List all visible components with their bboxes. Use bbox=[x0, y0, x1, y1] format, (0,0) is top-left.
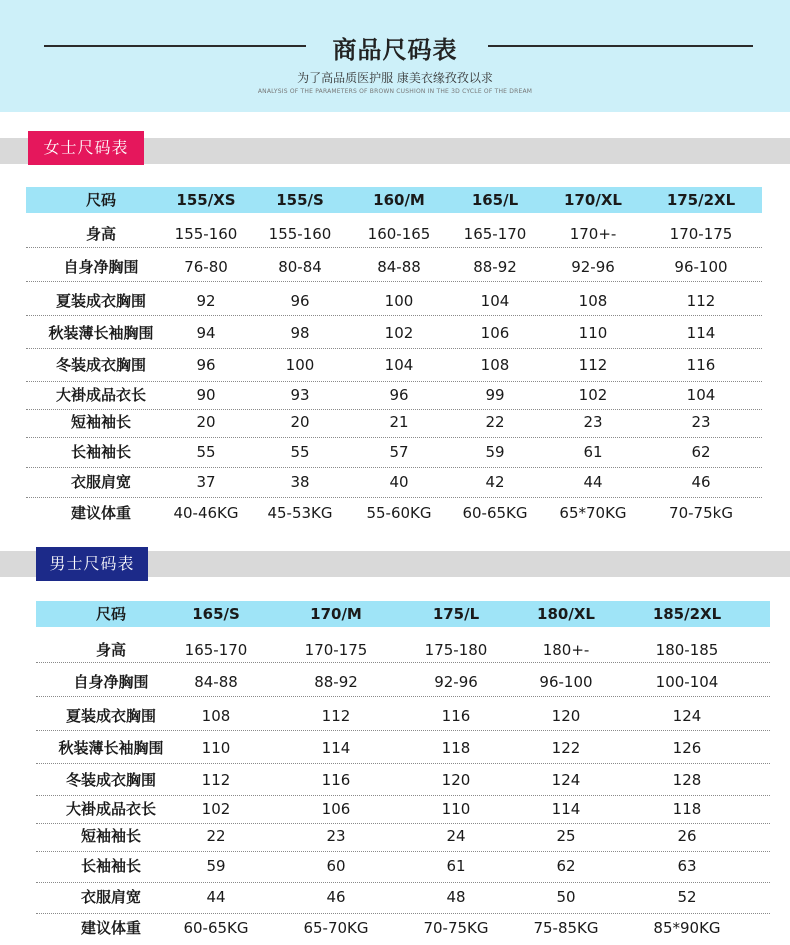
men-row-label: 建议体重 bbox=[80, 919, 141, 937]
men-cell: 75-85KG bbox=[533, 919, 599, 937]
women-cell: 60-65KG bbox=[462, 504, 528, 522]
women-cell: 44 bbox=[583, 473, 603, 491]
men-row-label: 夏装成衣胸围 bbox=[65, 707, 156, 725]
women-cell: 108 bbox=[578, 292, 608, 310]
women-cell: 99 bbox=[485, 386, 505, 404]
page-title: 商品尺码表 bbox=[332, 36, 458, 64]
women-row-divider bbox=[26, 381, 762, 382]
men-row-divider bbox=[36, 795, 770, 796]
women-cell: 92 bbox=[196, 292, 216, 310]
men-row-label: 身高 bbox=[95, 641, 126, 659]
men-row-divider bbox=[36, 730, 770, 731]
women-cell: 102 bbox=[578, 386, 608, 404]
men-cell: 110 bbox=[201, 739, 231, 757]
women-cell: 96 bbox=[290, 292, 310, 310]
men-cell: 100-104 bbox=[655, 673, 719, 691]
women-cell: 170-175 bbox=[669, 225, 733, 243]
men-cell: 96-100 bbox=[539, 673, 593, 691]
women-header-cell: 170/XL bbox=[564, 191, 622, 209]
men-cell: 52 bbox=[677, 888, 697, 906]
women-cell: 114 bbox=[686, 324, 716, 342]
women-cell: 62 bbox=[691, 443, 711, 461]
women-cell: 42 bbox=[485, 473, 505, 491]
women-cell: 155-160 bbox=[174, 225, 238, 243]
women-cell: 94 bbox=[196, 324, 216, 342]
women-row-divider bbox=[26, 409, 762, 410]
men-header-cell: 尺码 bbox=[95, 605, 126, 623]
men-cell: 85*90KG bbox=[653, 919, 721, 937]
men-row-divider bbox=[36, 913, 770, 914]
men-cell: 126 bbox=[672, 739, 702, 757]
men-cell: 116 bbox=[321, 771, 351, 789]
women-cell: 92-96 bbox=[571, 258, 615, 276]
men-row-divider bbox=[36, 851, 770, 852]
women-cell: 20 bbox=[196, 413, 216, 431]
men-cell: 60 bbox=[326, 857, 346, 875]
women-cell: 21 bbox=[389, 413, 409, 431]
men-row-divider bbox=[36, 662, 770, 663]
men-cell: 70-75KG bbox=[423, 919, 489, 937]
men-cell: 46 bbox=[326, 888, 346, 906]
women-cell: 100 bbox=[285, 356, 315, 374]
men-row-divider bbox=[36, 763, 770, 764]
women-cell: 20 bbox=[290, 413, 310, 431]
men-cell: 114 bbox=[321, 739, 351, 757]
men-row-divider bbox=[36, 882, 770, 883]
men-header-cell: 165/S bbox=[192, 605, 240, 623]
men-header-cell: 180/XL bbox=[537, 605, 595, 623]
women-cell: 96 bbox=[389, 386, 409, 404]
women-cell: 38 bbox=[290, 473, 310, 491]
men-cell: 128 bbox=[672, 771, 702, 789]
men-cell: 165-170 bbox=[184, 641, 248, 659]
women-cell: 104 bbox=[686, 386, 716, 404]
women-row-label: 自身净胸围 bbox=[63, 258, 139, 276]
men-cell: 63 bbox=[677, 857, 697, 875]
women-header-cell: 175/2XL bbox=[666, 191, 736, 209]
men-cell: 60-65KG bbox=[183, 919, 249, 937]
women-cell: 102 bbox=[384, 324, 414, 342]
women-header-cell: 155/S bbox=[276, 191, 324, 209]
women-row-label: 建议体重 bbox=[70, 504, 131, 522]
women-cell: 65*70KG bbox=[559, 504, 627, 522]
women-cell: 93 bbox=[290, 386, 310, 404]
men-cell: 26 bbox=[677, 827, 697, 845]
men-row-divider bbox=[36, 823, 770, 824]
women-cell: 110 bbox=[578, 324, 608, 342]
men-cell: 48 bbox=[446, 888, 466, 906]
women-cell: 37 bbox=[196, 473, 216, 491]
women-cell: 84-88 bbox=[377, 258, 421, 276]
women-cell: 61 bbox=[583, 443, 603, 461]
women-cell: 96 bbox=[196, 356, 216, 374]
men-cell: 124 bbox=[672, 707, 702, 725]
men-cell: 106 bbox=[321, 800, 351, 818]
men-row-label: 自身净胸围 bbox=[73, 673, 149, 691]
men-header-cell: 185/2XL bbox=[652, 605, 722, 623]
men-cell: 110 bbox=[441, 800, 471, 818]
women-section-title: 女士尺码表 bbox=[28, 131, 144, 165]
men-cell: 112 bbox=[321, 707, 351, 725]
women-cell: 70-75kG bbox=[669, 504, 733, 522]
women-header-cell: 165/L bbox=[471, 191, 519, 209]
men-cell: 124 bbox=[551, 771, 581, 789]
men-cell: 180+- bbox=[542, 641, 590, 659]
women-row-label: 长袖袖长 bbox=[70, 443, 131, 461]
men-row-label: 衣服肩宽 bbox=[80, 888, 141, 906]
women-row-divider bbox=[26, 348, 762, 349]
men-row-label: 长袖袖长 bbox=[80, 857, 141, 875]
women-cell: 112 bbox=[578, 356, 608, 374]
women-cell: 170+- bbox=[569, 225, 617, 243]
men-cell: 102 bbox=[201, 800, 231, 818]
women-cell: 46 bbox=[691, 473, 711, 491]
men-cell: 65-70KG bbox=[303, 919, 369, 937]
men-cell: 92-96 bbox=[434, 673, 478, 691]
women-cell: 55-60KG bbox=[366, 504, 432, 522]
women-cell: 40-46KG bbox=[173, 504, 239, 522]
women-cell: 55 bbox=[196, 443, 216, 461]
women-cell: 45-53KG bbox=[267, 504, 333, 522]
women-cell: 59 bbox=[485, 443, 505, 461]
women-cell: 100 bbox=[384, 292, 414, 310]
women-row-label: 大褂成品衣长 bbox=[55, 386, 146, 404]
men-row-label: 大褂成品衣长 bbox=[65, 800, 156, 818]
men-cell: 23 bbox=[326, 827, 346, 845]
men-row-label: 短袖袖长 bbox=[80, 827, 141, 845]
men-cell: 50 bbox=[556, 888, 576, 906]
men-cell: 62 bbox=[556, 857, 576, 875]
men-cell: 61 bbox=[446, 857, 466, 875]
women-cell: 160-165 bbox=[367, 225, 431, 243]
women-cell: 104 bbox=[480, 292, 510, 310]
men-section-title: 男士尺码表 bbox=[36, 547, 148, 581]
women-cell: 23 bbox=[691, 413, 711, 431]
men-header-cell: 175/L bbox=[432, 605, 480, 623]
women-cell: 106 bbox=[480, 324, 510, 342]
men-row-label: 冬装成衣胸围 bbox=[65, 771, 156, 789]
women-cell: 88-92 bbox=[473, 258, 517, 276]
women-cell: 116 bbox=[686, 356, 716, 374]
women-row-label: 身高 bbox=[85, 225, 116, 243]
men-cell: 118 bbox=[441, 739, 471, 757]
women-row-divider bbox=[26, 247, 762, 248]
men-cell: 22 bbox=[206, 827, 226, 845]
women-cell: 22 bbox=[485, 413, 505, 431]
women-cell: 80-84 bbox=[278, 258, 322, 276]
women-cell: 55 bbox=[290, 443, 310, 461]
men-cell: 108 bbox=[201, 707, 231, 725]
women-cell: 96-100 bbox=[674, 258, 728, 276]
page-subtitle-english: ANALYSIS OF THE PARAMETERS OF BROWN CUSHION IN THE 3D CYCLE OF THE DREAM bbox=[257, 88, 533, 95]
women-row-divider bbox=[26, 467, 762, 468]
men-row-divider bbox=[36, 696, 770, 697]
women-cell: 76-80 bbox=[184, 258, 228, 276]
women-cell: 57 bbox=[389, 443, 409, 461]
header-banner bbox=[0, 0, 790, 112]
men-cell: 112 bbox=[201, 771, 231, 789]
women-row-label: 衣服肩宽 bbox=[70, 473, 131, 491]
men-row-label: 秋装薄长袖胸围 bbox=[58, 739, 164, 757]
women-header-cell: 155/XS bbox=[176, 191, 236, 209]
men-cell: 120 bbox=[441, 771, 471, 789]
women-cell: 90 bbox=[196, 386, 216, 404]
women-row-divider bbox=[26, 437, 762, 438]
men-cell: 120 bbox=[551, 707, 581, 725]
women-cell: 112 bbox=[686, 292, 716, 310]
women-cell: 108 bbox=[480, 356, 510, 374]
men-cell: 25 bbox=[556, 827, 576, 845]
women-cell: 104 bbox=[384, 356, 414, 374]
men-cell: 88-92 bbox=[314, 673, 358, 691]
women-cell: 165-170 bbox=[463, 225, 527, 243]
men-cell: 84-88 bbox=[194, 673, 238, 691]
men-cell: 118 bbox=[672, 800, 702, 818]
women-row-label: 短袖袖长 bbox=[70, 413, 131, 431]
men-cell: 59 bbox=[206, 857, 226, 875]
women-row-label: 秋装薄长袖胸围 bbox=[48, 324, 154, 342]
men-cell: 170-175 bbox=[304, 641, 368, 659]
men-cell: 44 bbox=[206, 888, 226, 906]
women-cell: 23 bbox=[583, 413, 603, 431]
page-subtitle: 为了高品质医护服 康美衣缘孜孜以求 bbox=[297, 71, 493, 85]
men-cell: 116 bbox=[441, 707, 471, 725]
women-header-cell: 160/M bbox=[373, 191, 425, 209]
men-header-cell: 170/M bbox=[310, 605, 362, 623]
women-row-divider bbox=[26, 281, 762, 282]
men-cell: 180-185 bbox=[655, 641, 719, 659]
women-cell: 155-160 bbox=[268, 225, 332, 243]
men-cell: 24 bbox=[446, 827, 466, 845]
women-cell: 98 bbox=[290, 324, 310, 342]
women-row-label: 夏装成衣胸围 bbox=[55, 292, 146, 310]
men-cell: 175-180 bbox=[424, 641, 488, 659]
women-cell: 40 bbox=[389, 473, 409, 491]
women-row-divider bbox=[26, 497, 762, 498]
women-row-divider bbox=[26, 315, 762, 316]
men-cell: 114 bbox=[551, 800, 581, 818]
women-row-label: 冬装成衣胸围 bbox=[55, 356, 146, 374]
women-header-cell: 尺码 bbox=[85, 191, 116, 209]
men-cell: 122 bbox=[551, 739, 581, 757]
